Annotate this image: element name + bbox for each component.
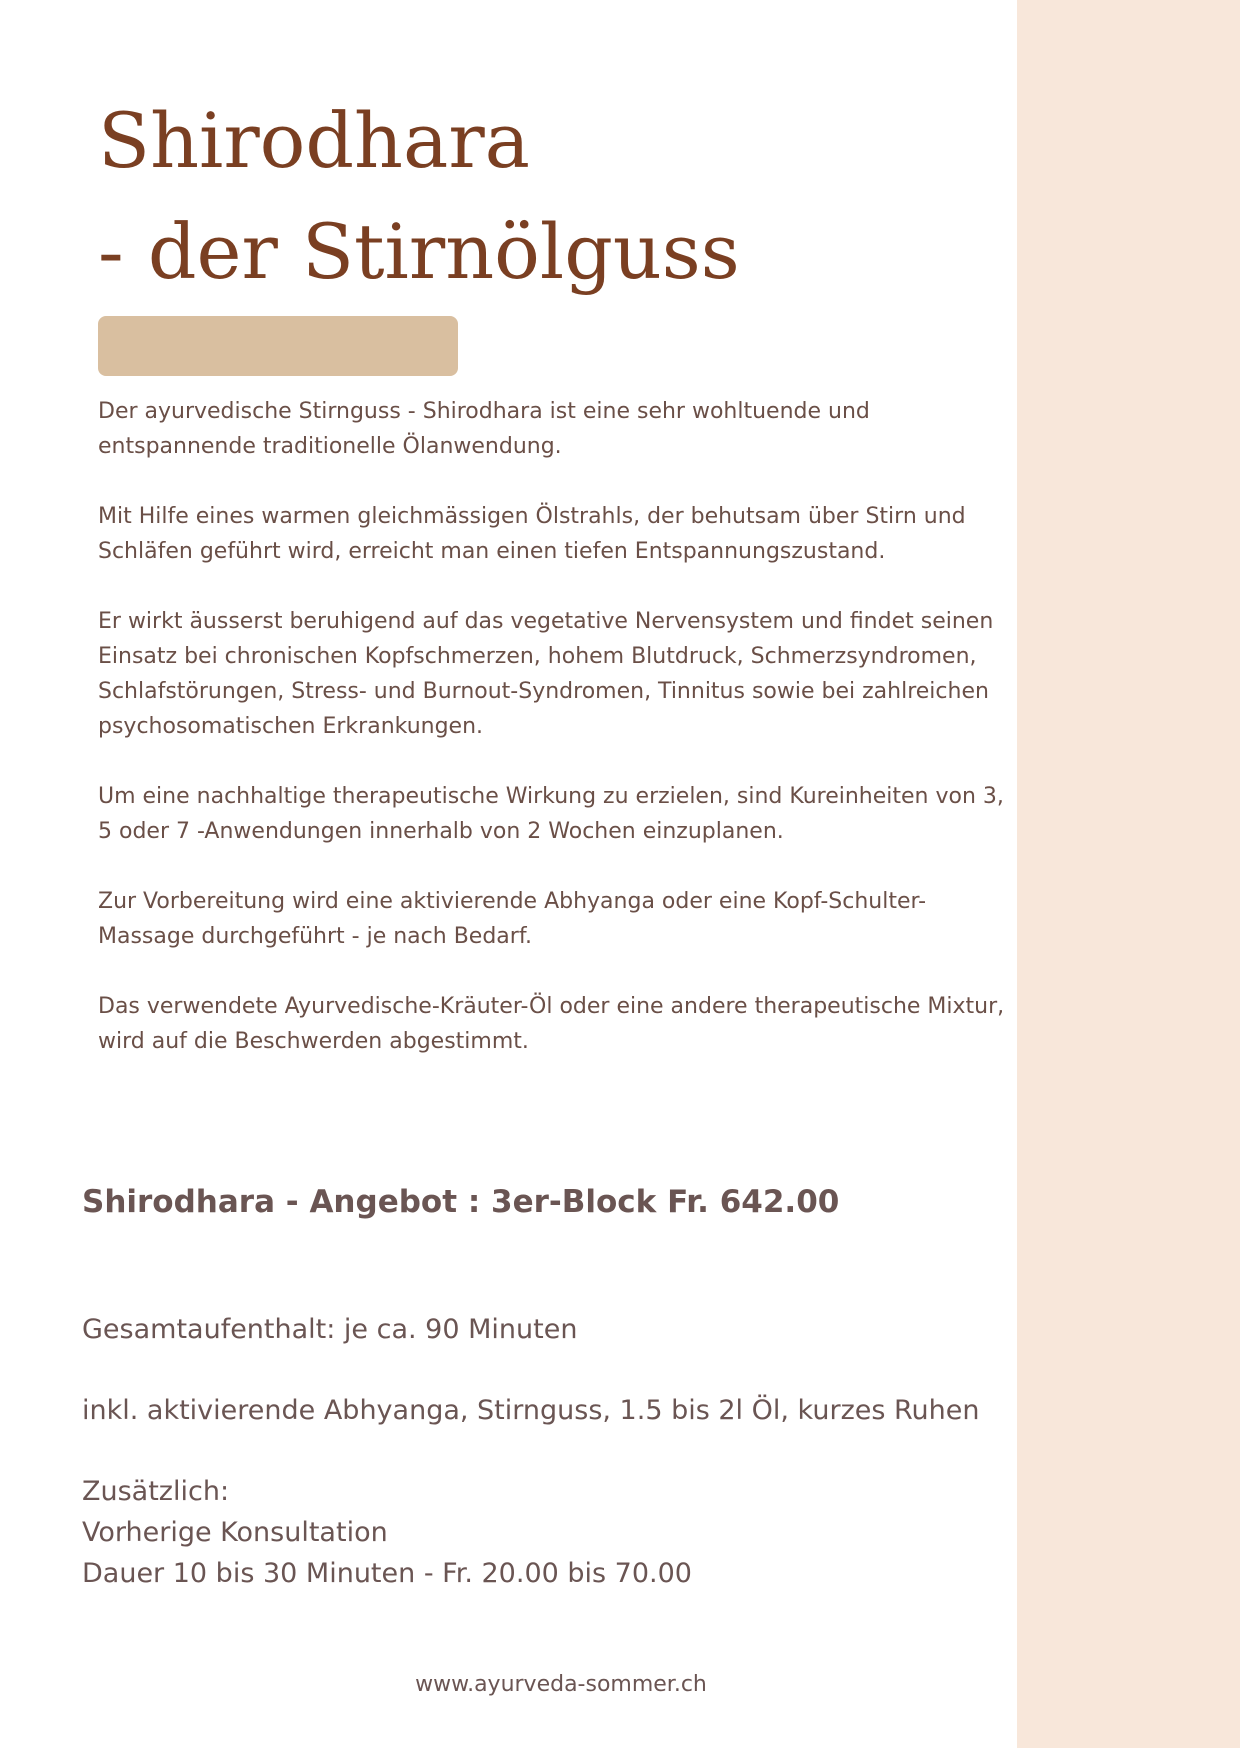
offer-price-heading: Shirodhara - Angebot : 3er-Block Fr. 642.00	[82, 1184, 840, 1220]
paragraph-effects: Er wirkt äusserst beruhigend auf das vegetative Nervensystem und findet seinen Einsatz bei chronischen Kopfschmerzen, hohem Blutdruck, Schmerzsyndromen, Schlafstörungen, Stress- und Burnout-Syndromen, Tinnitus sowie bei zahlreichen psychosomatischen Erkrankungen.	[98, 609, 994, 739]
paragraph-course: Um eine nachhaltige therapeutische Wirkung zu erzielen, sind Kureinheiten von 3, 5 oder 7 -Anwendungen innerhalb von 2 Wochen einzuplanen.	[98, 784, 1004, 844]
additional-heading: Zusätzlich:	[82, 1476, 230, 1507]
website-link[interactable]: www.ayurveda-sommer.ch	[415, 1672, 707, 1697]
included-info: inkl. aktivierende Abhyanga, Stirnguss, 1.5 bis 2l Öl, kurzes Ruhen	[82, 1395, 980, 1426]
page-title-line-1: Shirodhara	[98, 96, 530, 185]
paragraph-oil: Das verwendete Ayurvedische-Kräuter-Öl oder eine andere therapeutische Mixtur, wird auf die Beschwerden abgestimmt.	[98, 994, 1005, 1054]
side-decor-band	[1017, 0, 1240, 1748]
paragraph-preparation: Zur Vorbereitung wird eine aktivierende Abhyanga oder eine Kopf-Schulter-Massage durchgeführt - je nach Bedarf.	[98, 889, 927, 949]
paragraph-method: Mit Hilfe eines warmen gleichmässigen Ölstrahls, der behutsam über Stirn und Schläfen geführt wird, erreicht man einen tiefen Entspannungszustand.	[98, 504, 966, 564]
consultation-price: Dauer 10 bis 30 Minuten - Fr. 20.00 bis 70.00	[82, 1558, 692, 1589]
title-accent-bar	[98, 316, 458, 376]
duration-info: Gesamtaufenthalt: je ca. 90 Minuten	[82, 1314, 578, 1345]
consultation-name: Vorherige Konsultation	[82, 1517, 388, 1548]
paragraph-intro: Der ayurvedische Stirnguss - Shirodhara ist eine sehr wohltuende und entspannende traditionelle Ölanwendung.	[98, 399, 870, 459]
additional-consultation	[82, 1471, 692, 1594]
page-title-line-2: - der Stirnölguss	[98, 207, 740, 296]
description-body	[98, 394, 1008, 1094]
